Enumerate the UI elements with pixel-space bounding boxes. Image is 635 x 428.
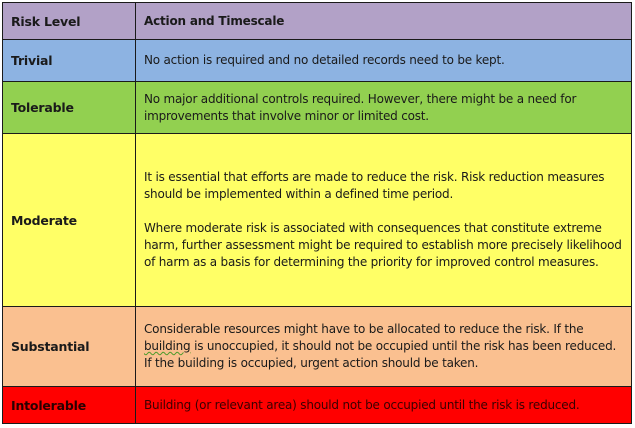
action-paragraph: Where moderate risk is associated with consequences that constitute extreme harm, further assessment might be required to establish more precisely likelihood of harm as a basis for determining the priority for improved control measures. bbox=[144, 221, 622, 269]
risk-level-label: Trivial bbox=[3, 40, 136, 82]
action-text bbox=[136, 40, 632, 82]
action-text bbox=[136, 134, 632, 307]
risk-level-label: Substantial bbox=[3, 307, 136, 387]
header-risk-level: Risk Level bbox=[3, 3, 136, 40]
action-text bbox=[136, 387, 632, 424]
spellcheck-flagged-word: building bbox=[144, 339, 191, 353]
table-header-row bbox=[3, 3, 632, 40]
action-paragraph: No action is required and no detailed records need to be kept. bbox=[144, 53, 505, 67]
action-paragraph: No major additional controls required. However, there might be a need for improvements that involve minor or limited cost. bbox=[144, 91, 577, 123]
risk-level-label: Tolerable bbox=[3, 82, 136, 134]
action-text bbox=[136, 307, 632, 387]
header-action-timescale: Action and Timescale bbox=[136, 3, 632, 40]
action-paragraph: It is essential that efforts are made to reduce the risk. Risk reduction measures should be implemented within a defined time period. bbox=[144, 170, 605, 201]
table-row-intolerable bbox=[3, 387, 632, 424]
action-paragraph: Considerable resources might have to be allocated to reduce the risk. If the building is unoccupied, it should not be occupied until the risk has been reduced. If the building is occupied, urgent action should be taken. bbox=[144, 322, 617, 370]
action-text bbox=[136, 82, 632, 134]
table-row-moderate bbox=[3, 134, 632, 307]
table-row-trivial bbox=[3, 40, 632, 82]
risk-level-label: Intolerable bbox=[3, 387, 136, 424]
action-paragraph: Building (or relevant area) should not be occupied until the risk is reduced. bbox=[144, 397, 580, 412]
risk-level-table bbox=[2, 2, 632, 424]
table-row-substantial bbox=[3, 307, 632, 387]
table-row-tolerable bbox=[3, 82, 632, 134]
risk-level-label: Moderate bbox=[3, 134, 136, 307]
